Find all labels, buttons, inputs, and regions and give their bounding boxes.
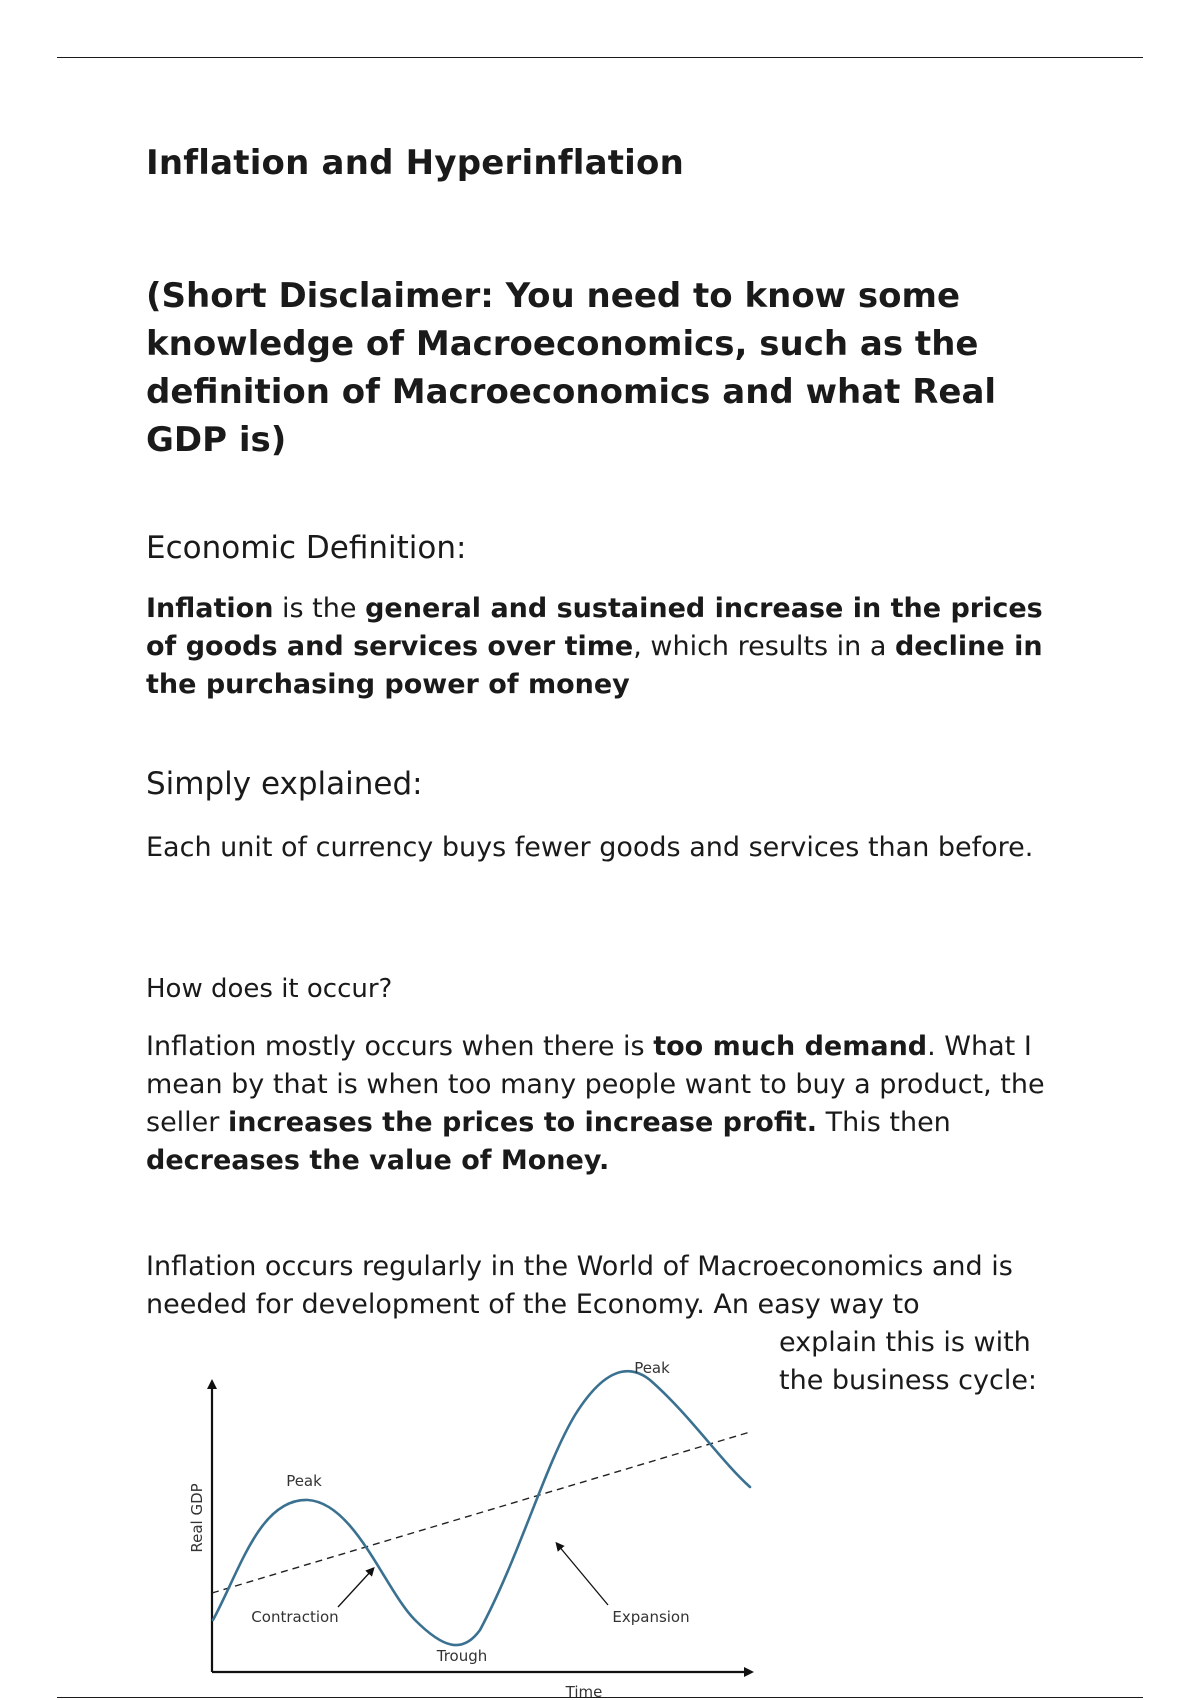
- expansion-arrow: [558, 1545, 608, 1605]
- disclaimer: (Short Disclaimer: You need to know some knowledge of Macroeconomics, such as the definition of Macroeconomics and what Real GDP is): [146, 276, 997, 460]
- peak-label-1: Peak: [286, 1472, 322, 1490]
- simply-explained-paragraph: Each unit of currency buys fewer goods and services than before.: [146, 832, 1034, 863]
- trough-label: Trough: [436, 1647, 488, 1665]
- x-axis-label: Time: [565, 1683, 603, 1700]
- business-cycle-curve: [213, 1371, 750, 1645]
- how-part: This then: [817, 1107, 951, 1138]
- how-occur-paragraph: [146, 1028, 1066, 1180]
- economic-definition-paragraph: [146, 590, 1066, 704]
- how-part: decreases the value of Money.: [146, 1145, 610, 1176]
- def-part: decline in the purchasing power of money: [146, 631, 1043, 700]
- economic-definition-heading: Economic Definition:: [146, 530, 467, 566]
- y-axis-label: Real GDP: [188, 1483, 206, 1553]
- trend-line: [212, 1432, 750, 1593]
- top-rule: [57, 57, 1143, 58]
- bottom-rule: [57, 1697, 1143, 1698]
- simply-explained-heading: Simply explained:: [146, 766, 423, 802]
- contraction-label: Contraction: [251, 1608, 339, 1626]
- how-occur-heading: How does it occur?: [146, 974, 393, 1004]
- business-cycle-intro-side: explain this is with the business cycle:: [779, 1327, 1038, 1396]
- business-cycle-diagram: [180, 1345, 770, 1700]
- peak-label-2: Peak: [634, 1359, 670, 1377]
- how-part: . What I mean by that is when too many people want to buy a product, the seller: [146, 1031, 1045, 1138]
- def-part: , which results in a: [633, 631, 895, 662]
- how-part: increases the prices to increase profit.: [227, 1107, 818, 1138]
- how-part: too much demand: [653, 1031, 928, 1062]
- page-title: Inflation and Hyperinflation: [146, 143, 684, 183]
- contraction-arrow: [338, 1570, 372, 1607]
- def-part: Inflation: [146, 593, 274, 624]
- def-part: general and sustained increase in the prices of goods and services over time: [146, 593, 1043, 662]
- def-part: is the: [273, 593, 366, 624]
- business-cycle-intro: Inflation occurs regularly in the World of Macroeconomics and is needed for development of the Economy. An easy way to: [146, 1251, 1013, 1320]
- how-part: Inflation mostly occurs when there is: [146, 1031, 654, 1062]
- expansion-label: Expansion: [612, 1608, 690, 1626]
